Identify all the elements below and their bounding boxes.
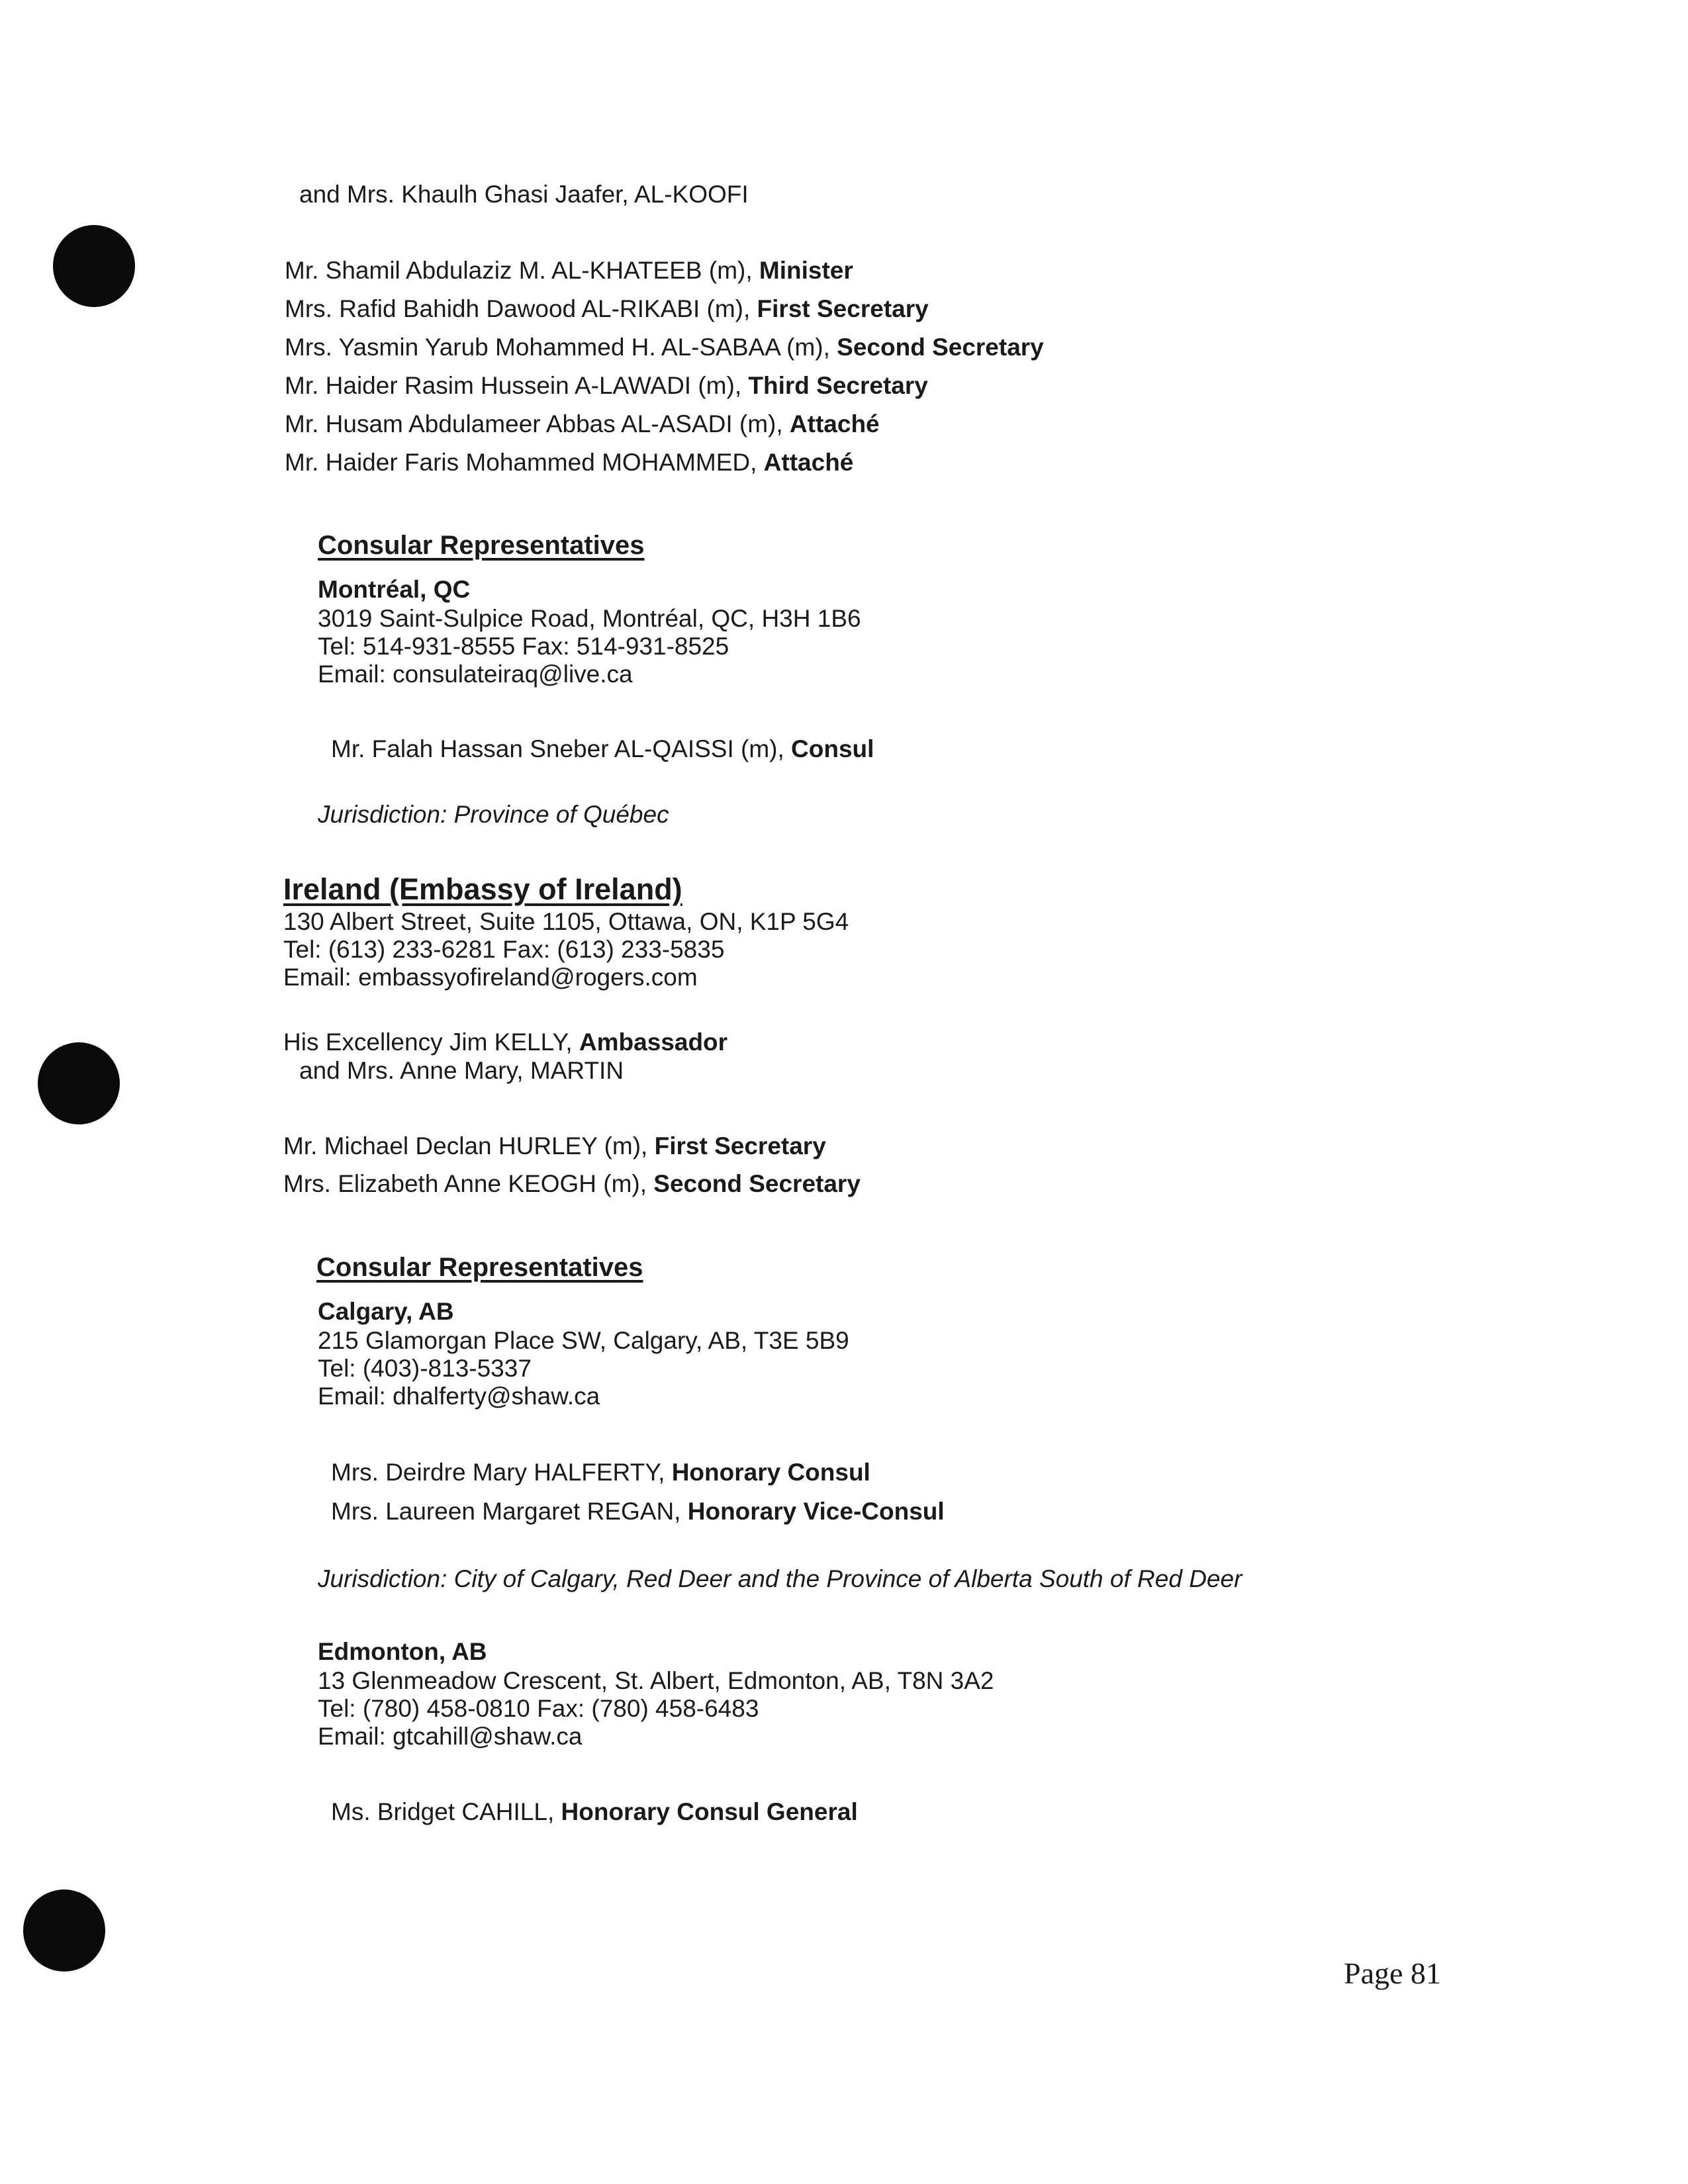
iraq-staff-entry (285, 333, 1044, 362)
officer-title: Honorary Vice-Consul (687, 1498, 945, 1525)
officer-title: Honorary Consul (671, 1459, 870, 1486)
montreal-city: Montréal, QC (318, 576, 471, 603)
staff-name: Mrs. Rafid Bahidh Dawood AL-RIKABI (m), (285, 295, 757, 322)
staff-title: First Secretary (654, 1132, 826, 1160)
iraq-staff-entry (285, 410, 880, 439)
staff-name: Mrs. Yasmin Yarub Mohammed H. AL-SABAA (m), (285, 334, 837, 361)
calgary-tel: Tel: (403)-813-5337 (318, 1355, 532, 1382)
ireland-tel: Tel: (613) 233-6281 Fax: (613) 233-5835 (283, 936, 725, 963)
officer-name: Mrs. Deirdre Mary HALFERTY, (331, 1459, 672, 1486)
iraq-staff-entry (285, 295, 929, 324)
calgary-address: 215 Glamorgan Place SW, Calgary, AB, T3E 5B9 (318, 1327, 849, 1354)
iraq-staff-entry (285, 371, 928, 400)
officer-name: Mr. Falah Hassan Sneber AL-QAISSI (m), (331, 735, 792, 762)
staff-title: Third Secretary (748, 372, 928, 399)
edmonton-city: Edmonton, AB (318, 1638, 487, 1665)
punch-hole-middle (38, 1042, 120, 1124)
iraq-consular-heading: Consular Representatives (318, 531, 645, 560)
ireland-email: Email: embassyofireland@rogers.com (283, 964, 698, 991)
edmonton-email: Email: gtcahill@shaw.ca (318, 1723, 583, 1750)
calgary-officer (331, 1497, 945, 1526)
calgary-city: Calgary, AB (318, 1298, 454, 1325)
staff-name: Mrs. Elizabeth Anne KEOGH (m), (283, 1170, 654, 1197)
ireland-staff-entry (283, 1132, 826, 1161)
edmonton-officer (331, 1797, 858, 1827)
ireland-ambassador-spouse: and Mrs. Anne Mary, MARTIN (299, 1057, 624, 1084)
staff-title: Attaché (763, 449, 854, 476)
staff-title: Second Secretary (653, 1170, 861, 1197)
ambassador-title: Ambassador (579, 1028, 728, 1056)
staff-name: Mr. Haider Rasim Hussein A-LAWADI (m), (285, 372, 749, 399)
montreal-jurisdiction: Jurisdiction: Province of Québec (318, 801, 669, 828)
punch-hole-bottom (23, 1889, 105, 1972)
montreal-address: 3019 Saint-Sulpice Road, Montréal, QC, H3H 1B6 (318, 605, 861, 632)
officer-title: Consul (791, 735, 874, 762)
ireland-ambassador (283, 1028, 727, 1057)
montreal-officer (331, 735, 874, 764)
staff-title: Second Secretary (837, 334, 1044, 361)
staff-name: Mr. Michael Declan HURLEY (m), (283, 1132, 655, 1160)
iraq-staff-entry (285, 256, 853, 285)
calgary-officer (331, 1458, 870, 1487)
ireland-staff-entry (283, 1169, 861, 1199)
staff-name: Mr. Haider Faris Mohammed MOHAMMED, (285, 449, 764, 476)
calgary-email: Email: dhalferty@shaw.ca (318, 1383, 600, 1410)
calgary-jurisdiction: Jurisdiction: City of Calgary, Red Deer and the Province of Alberta South of Red Deer (318, 1565, 1243, 1592)
punch-hole-top (53, 225, 135, 307)
ireland-consular-heading: Consular Representatives (316, 1253, 643, 1282)
edmonton-tel: Tel: (780) 458-0810 Fax: (780) 458-6483 (318, 1695, 759, 1722)
staff-title: Minister (759, 257, 853, 284)
officer-name: Mrs. Laureen Margaret REGAN, (331, 1498, 688, 1525)
montreal-tel: Tel: 514-931-8555 Fax: 514-931-8525 (318, 633, 729, 660)
page-number: Page 81 (1344, 1956, 1441, 1990)
staff-title: Attaché (789, 410, 880, 437)
ambassador-name: His Excellency Jim KELLY, (283, 1028, 579, 1056)
officer-title: Honorary Consul General (561, 1798, 858, 1825)
montreal-email: Email: consulateiraq@live.ca (318, 660, 633, 688)
staff-title: First Secretary (757, 295, 929, 322)
edmonton-address: 13 Glenmeadow Crescent, St. Albert, Edmonton, AB, T8N 3A2 (318, 1667, 994, 1694)
iraq-staff-entry (285, 448, 853, 477)
ireland-heading: Ireland (Embassy of Ireland) (283, 872, 682, 906)
ireland-address: 130 Albert Street, Suite 1105, Ottawa, ON, K1P 5G4 (283, 908, 849, 935)
staff-name: Mr. Shamil Abdulaziz M. AL-KHATEEB (m), (285, 257, 759, 284)
iraq-spouse: and Mrs. Khaulh Ghasi Jaafer, AL-KOOFI (299, 181, 749, 208)
officer-name: Ms. Bridget CAHILL, (331, 1798, 561, 1825)
staff-name: Mr. Husam Abdulameer Abbas AL-ASADI (m), (285, 410, 790, 437)
